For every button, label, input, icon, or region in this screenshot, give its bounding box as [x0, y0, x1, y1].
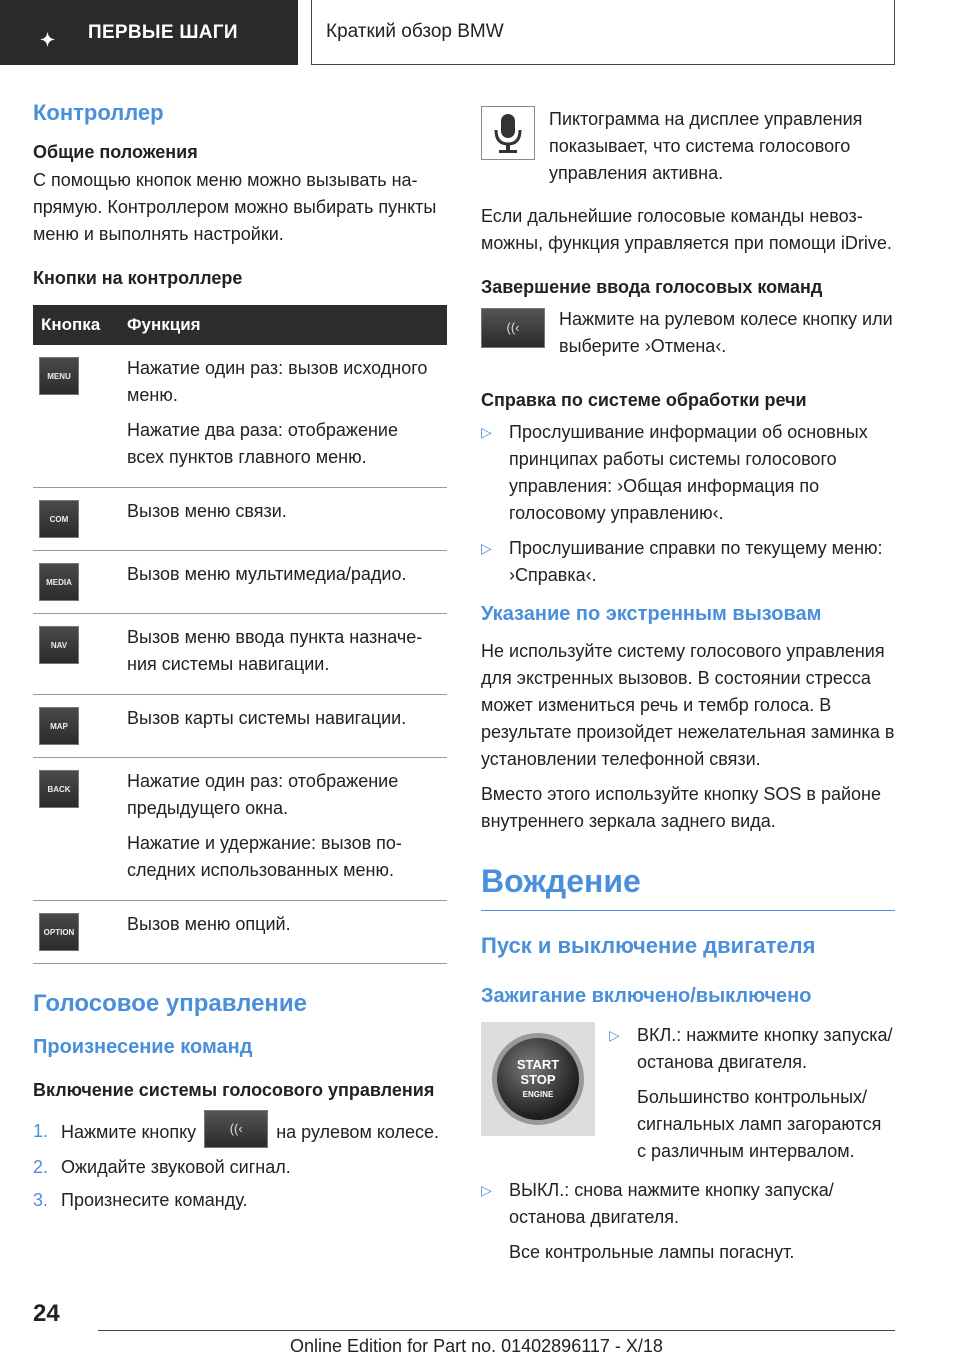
controller-key-nav-icon: NAV [39, 626, 79, 664]
list-item: ▷ ВКЛ.: нажмите кнопку запуска/останова двигателя. Большинство контрольных/сигнальных ламп загораются с различным интервалом. [609, 1022, 895, 1165]
footer-divider [98, 1330, 895, 1331]
triangle-icon: ▷ [481, 424, 492, 440]
no-commands-text: Если дальнейшие голосовые команды невозможны, функция управляется при помощи iDrive. [481, 206, 892, 253]
on-list [609, 1022, 895, 1173]
table-row [33, 488, 447, 551]
finish-heading: Завершение ввода голосовых команд [481, 277, 823, 297]
triangle-icon: ▷ [609, 1027, 620, 1043]
function-text: Нажатие и удержание: вызов последних использованных меню. [127, 833, 402, 880]
chapter-title: Краткий обзор BMW [311, 0, 895, 65]
page-number: 24 [33, 1300, 60, 1327]
table-row [33, 758, 447, 901]
engine-heading: Пуск и выключение двигателя [481, 933, 816, 958]
controller-key-com-icon: COM [39, 500, 79, 538]
sos-text: Вместо этого используйте кнопку SOS в районе внутреннего зеркала заднего вида. [481, 784, 881, 831]
finish-text: Нажмите на рулевом колесе кнопку или выберите ›Отмена‹. [559, 309, 893, 356]
off-list [481, 1177, 895, 1266]
steps-list [33, 1118, 447, 1214]
function-text: Вызов меню мультимедиа/радио. [127, 564, 407, 584]
section-tab [0, 0, 298, 65]
col-header-button: Кнопка [33, 305, 119, 345]
buttons-heading: Кнопки на контроллере [33, 268, 243, 288]
function-text: Нажатие два раза: отображение всех пунктов главного меню. [127, 420, 398, 467]
function-text: Нажатие один раз: отображение предыдущего окна. [127, 771, 399, 818]
list-item: 3. Произнесите команду. [33, 1190, 248, 1210]
voice-heading: Голосовое управление [33, 990, 308, 1017]
voice-button-icon: ((‹ [481, 308, 545, 348]
controller-key-back-icon: BACK [39, 770, 79, 808]
start-stop-button-image: START STOP ENGINE [481, 1022, 595, 1136]
controller-buttons-table [33, 305, 447, 964]
footer-edition: Online Edition for Part no. 01402896117 - X/18 [290, 1336, 663, 1356]
finish-row [481, 306, 895, 360]
help-list [481, 419, 895, 589]
commands-heading: Произнесение команд [33, 1036, 253, 1058]
list-item: 1. Нажмите кнопку ((‹ на рулевом колесе. [33, 1118, 447, 1148]
table-row [33, 551, 447, 614]
right-column [481, 106, 895, 1274]
section-title: ПЕРВЫЕ ШАГИ [88, 21, 238, 43]
controller-key-option-icon: OPTION [39, 913, 79, 951]
function-text: Вызов меню ввода пункта назначения системы навигации. [127, 627, 423, 674]
controller-key-media-icon: MEDIA [39, 563, 79, 601]
sparkle-icon: ✦ [40, 30, 56, 50]
function-text: Вызов меню опций. [127, 914, 291, 934]
list-item: ▷ Прослушивание справки по текущему меню: ›Справка‹. [481, 535, 895, 589]
driving-heading: Вождение [481, 863, 895, 911]
controller-heading: Контроллер [33, 100, 164, 125]
emergency-heading: Указание по экстренным вызовам [481, 603, 822, 625]
voice-button-icon: ((‹ [204, 1110, 268, 1148]
pictogram-text: Пиктограмма на дисплее управления показывает, что система голосового управления активна. [549, 109, 863, 183]
left-column [33, 100, 447, 1220]
start-stop-row [481, 1022, 895, 1173]
table-row [33, 614, 447, 695]
table-row [33, 345, 447, 488]
col-header-function: Функция [119, 305, 447, 345]
enable-heading: Включение системы голосового управления [33, 1080, 435, 1100]
ignition-heading: Зажигание включено/выключено [481, 985, 812, 1007]
microphone-icon [481, 106, 535, 160]
emergency-text: Не используйте систему голосового управления для экстренных вызовов. В состоянии стресса может измениться речь и тембр голоса. В результате произойдет нежелательная заминка в установлении телефонной связи. [481, 641, 895, 769]
controller-key-map-icon: MAP [39, 707, 79, 745]
table-row [33, 901, 447, 964]
triangle-icon: ▷ [481, 540, 492, 556]
list-item: ▷ ВЫКЛ.: снова нажмите кнопку запуска/останова двигателя. Все контрольные лампы погаснут. [481, 1177, 895, 1266]
function-text: Нажатие один раз: вызов исходного меню. [127, 358, 428, 405]
function-text: Вызов меню связи. [127, 501, 287, 521]
pictogram-row [481, 106, 895, 187]
general-text: С помощью кнопок меню можно вызывать напрямую. Контроллером можно выбирать пункты меню и выполнять настройки. [33, 170, 437, 244]
triangle-icon: ▷ [481, 1182, 492, 1198]
list-item: ▷ Прослушивание информации об основных принципах работы системы голосового управления: ›Общая информация по голосовому управлению‹. [481, 419, 895, 527]
controller-key-menu-icon: MENU [39, 357, 79, 395]
general-heading: Общие положения [33, 142, 198, 162]
table-row [33, 695, 447, 758]
help-heading: Справка по системе обработки речи [481, 390, 807, 410]
list-item: 2. Ожидайте звуковой сигнал. [33, 1157, 291, 1177]
function-text: Вызов карты системы навигации. [127, 708, 407, 728]
